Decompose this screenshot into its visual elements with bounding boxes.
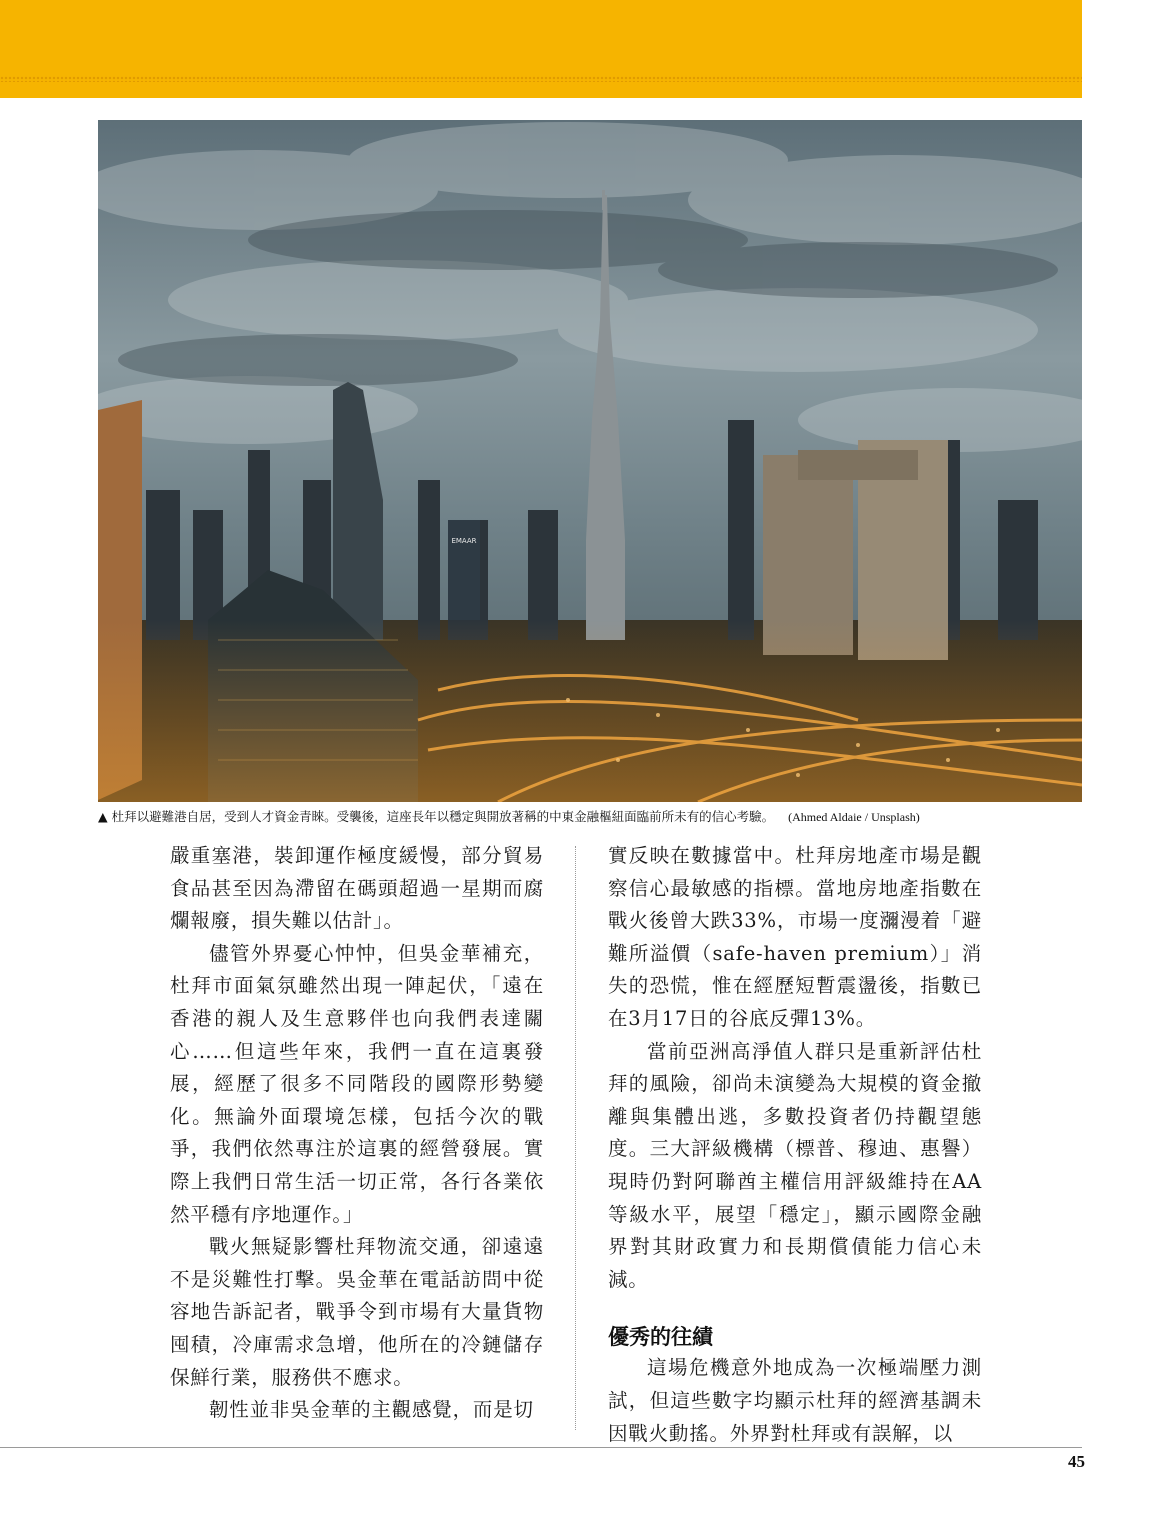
paragraph: 韌性並非吳金華的主觀感覺，而是切 [209,1398,534,1422]
column-divider [575,846,576,1430]
paragraph: 這場危機意外地成為一次極端壓力測試，但這些數字均顯示杜拜的經濟基調未因戰火動搖。外界對杜拜或有誤解，以 [608,1356,982,1445]
footer-rule [0,1447,1082,1448]
photo-caption [98,806,1082,828]
photo-credit: (Ahmed Aldaie / Unsplash) [788,810,920,824]
paragraph: 儘管外界憂心忡忡，但吳金華補充，杜拜市面氣氛雖然出現一陣起伏，「遠在香港的親人及生意夥伴也向我們表達關心……但這些年來，我們一直在這裏發展，經歷了很多不同階段的國際形勢變化。無論外面環境怎樣，包括今次的戰爭，我們依然專注於這裏的經營發展。實際上我們日常生活一切正常，各行各業依然平穩有序地運作。」 [170,941,544,1226]
header-dotted-strip [0,76,1082,82]
article-column-right [608,840,982,1450]
paragraph: 當前亞洲高淨值人群只是重新評估杜拜的風險，卻尚未演變為大規模的資金撤離與集體出逃，多數投資者仍持觀望態度。三大評級機構（標普、穆迪、惠譽）現時仍對阿聯酋主權信用評級維持在AA等級水平，展望「穩定」，顯示國際金融界對其財政實力和長期償債能力信心未減。 [608,1039,982,1291]
paragraph: 戰火無疑影響杜拜物流交通，卻遠遠不是災難性打擊。吳金華在電話訪問中從容地告訴記者，戰爭令到市場有大量貨物囤積，冷庫需求急增，他所在的冷鏈儲存保鮮行業，服務供不應求。 [170,1235,544,1389]
paragraph: 嚴重塞港，裝卸運作極度緩慢，部分貿易食品甚至因為滯留在碼頭超過一星期而腐爛報廢，損失難以估計」。 [170,844,544,933]
section-heading: 優秀的往績 [608,1325,713,1350]
dubai-skyline-photo [98,120,1082,802]
article-column-left [170,840,544,1427]
paragraph: 實反映在數據當中。杜拜房地產市場是觀察信心最敏感的指標。當地房地產指數在戰火後曾大跌33%，市場一度瀰漫着「避難所溢價（safe-haven premium）」消失的恐慌，惟在經歷短暫震盪後，指數已在3月17日的谷底反彈13%。 [608,844,982,1030]
caption-text: ▲ 杜拜以避難港自居，受到人才資金青睞。受襲後，這座長年以穩定與開放著稱的中東金融樞紐面臨前所未有的信心考驗。 [98,809,775,824]
header-color-band [0,0,1082,98]
page-number: 45 [1068,1452,1085,1471]
emaar-sign: EMAAR [451,537,477,545]
